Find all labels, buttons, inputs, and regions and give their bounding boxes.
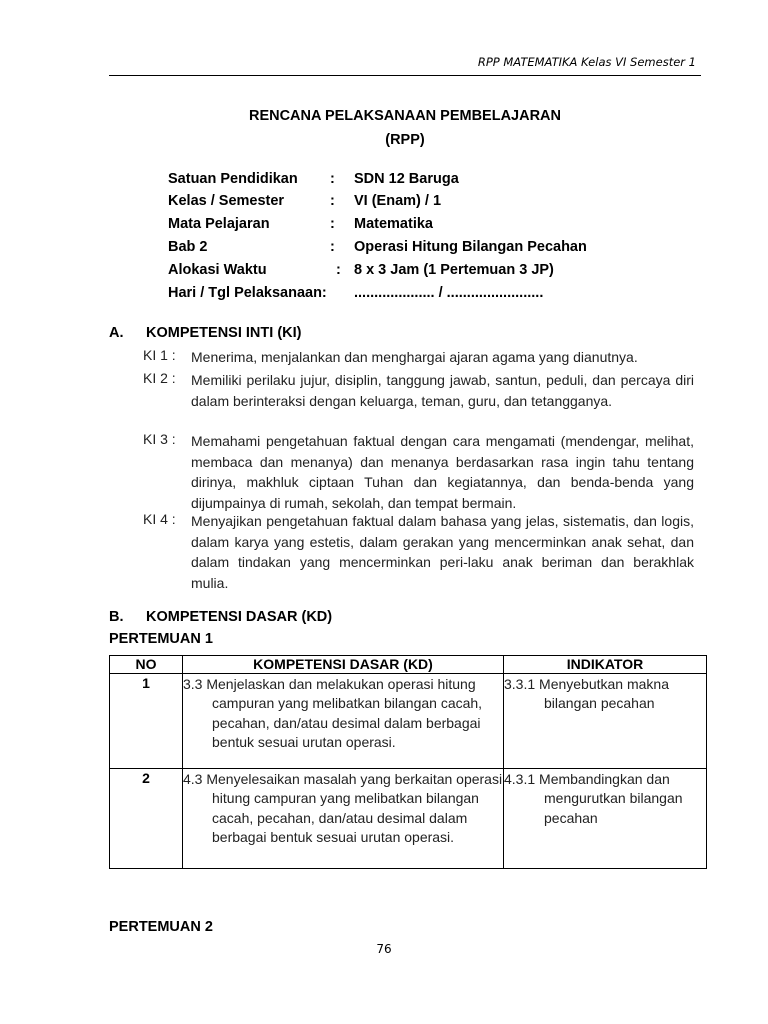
- identity-colon: :: [330, 193, 335, 209]
- meeting-2-heading: PERTEMUAN 2: [109, 919, 213, 935]
- meeting-1-heading: PERTEMUAN 1: [109, 631, 213, 647]
- ki-label: KI 3 :: [143, 431, 176, 447]
- identity-colon: :: [330, 239, 335, 255]
- identity-value: 8 x 3 Jam (1 Pertemuan 3 JP): [354, 262, 554, 278]
- indikator-cell: [504, 674, 707, 769]
- identity-colon: :: [336, 262, 341, 278]
- table-row: [110, 769, 707, 869]
- identity-value: SDN 12 Baruga: [354, 171, 459, 187]
- header-rule: [109, 75, 701, 76]
- ki-text: Menerima, menjalankan dan menghargai ajaran agama yang dianutnya.: [191, 349, 638, 365]
- ki-text: Memahami pengetahuan faktual dengan cara mengamati (mendengar, melihat, membaca dan menanya) dan menanya berdasarkan rasa ingin tahu tentang dirinya, makhluk ciptaan Tuhan dan kegiatannya, dan benda-benda yang dijumpainya di rumah, sekolah, dan tempat bermain.: [191, 433, 694, 511]
- running-header: RPP MATEMATIKA Kelas VI Semester 1: [477, 55, 696, 69]
- page-number: 76: [376, 942, 392, 956]
- ki-label: KI 1 :: [143, 347, 176, 363]
- table-row: [110, 674, 707, 769]
- indikator-cell: [504, 769, 707, 869]
- identity-label: Hari / Tgl Pelaksanaan:: [168, 285, 327, 301]
- section-b-letter: B.: [109, 609, 124, 625]
- ki-label: KI 2 :: [143, 370, 176, 386]
- kd-cell: [183, 674, 504, 769]
- indikator-text: 4.3.1 Membandingkan dan mengurutkan bilangan pecahan: [504, 771, 683, 826]
- document-title: RENCANA PELAKSANAAN PEMBELAJARAN: [248, 108, 562, 124]
- column-header-kd: KOMPETENSI DASAR (KD): [183, 656, 504, 674]
- row-number: 1: [110, 674, 183, 769]
- section-b-title: KOMPETENSI DASAR (KD): [146, 609, 333, 625]
- column-header-no: NO: [110, 656, 183, 674]
- identity-value: .................... / ........................: [354, 285, 544, 301]
- identity-value: Matematika: [354, 216, 433, 232]
- identity-colon: :: [330, 216, 335, 232]
- kd-table: [109, 655, 707, 869]
- identity-label: Alokasi Waktu: [168, 262, 267, 278]
- ki-text: Menyajikan pengetahuan faktual dalam bahasa yang jelas, sistematis, dan logis, dalam karya yang estetis, dalam gerakan yang mencerminkan anak sehat, dan dalam tindakan yang mencerminkan peri-laku anak beriman dan berakhlak mulia.: [191, 513, 694, 591]
- identity-value: Operasi Hitung Bilangan Pecahan: [354, 239, 587, 255]
- indikator-text: 3.3.1 Menyebutkan makna bilangan pecahan: [504, 676, 669, 712]
- kd-text: 4.3 Menyelesaikan masalah yang berkaitan operasi hitung campuran yang melibatkan bilangan cacah, pecahan, dan/atau desimal dalam berbagai bentuk sesuai urutan operasi.: [183, 771, 503, 845]
- section-a-letter: A.: [109, 325, 124, 341]
- kd-text: 3.3 Menjelaskan dan melakukan operasi hitung campuran yang melibatkan bilangan cacah, pecahan, dan/atau desimal dalam berbagai bentuk sesuai urutan operasi.: [183, 676, 483, 750]
- identity-label: Bab 2: [168, 239, 208, 255]
- column-header-indikator: INDIKATOR: [504, 656, 707, 674]
- kd-cell: [183, 769, 504, 869]
- table-header-row: [110, 656, 707, 674]
- identity-value: VI (Enam) / 1: [354, 193, 442, 209]
- document-subtitle: (RPP): [385, 132, 425, 148]
- section-a-title: KOMPETENSI INTI (KI): [146, 325, 302, 341]
- identity-label: Kelas / Semester: [168, 193, 285, 209]
- identity-label: Satuan Pendidikan: [168, 171, 298, 187]
- row-number: 2: [110, 769, 183, 869]
- identity-colon: :: [330, 171, 335, 187]
- identity-label: Mata Pelajaran: [168, 216, 270, 232]
- ki-label: KI 4 :: [143, 511, 176, 527]
- ki-text: Memiliki perilaku jujur, disiplin, tanggung jawab, santun, peduli, dan percaya diri dalam berinteraksi dengan keluarga, teman, guru, dan tetangganya.: [191, 372, 694, 409]
